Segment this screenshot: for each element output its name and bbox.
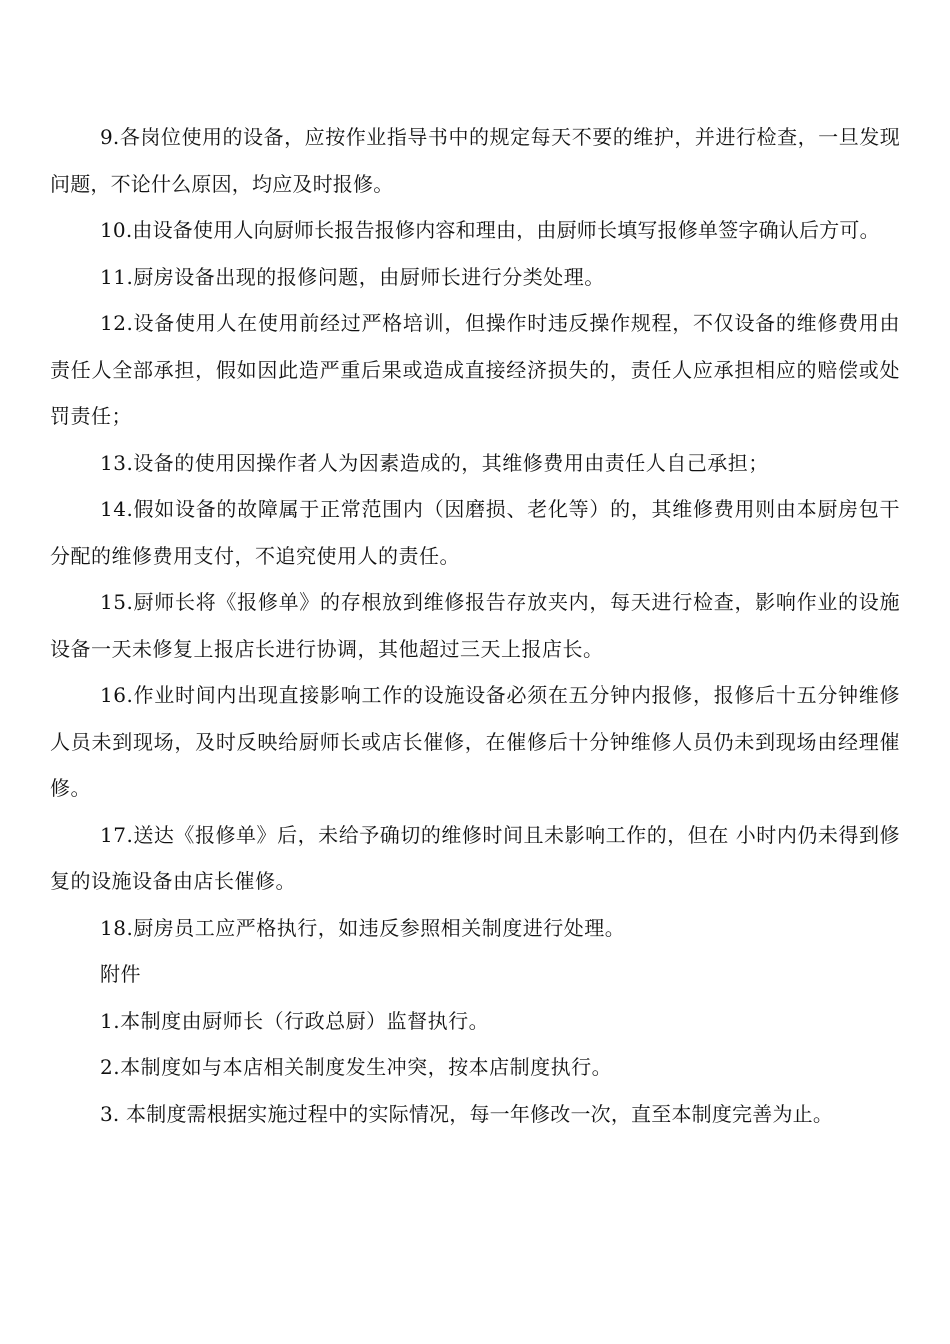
appendix-heading: 附件 [100,962,141,986]
paragraph-item-11: 11.厨房设备出现的报修问题，由厨师长进行分类处理。 [100,264,605,289]
appendix-item-2: 2.本制度如与本店相关制度发生冲突，按本店制度执行。 [100,1055,613,1079]
paragraph-item-13: 13.设备的使用因操作者人为因素造成的，其维修费用由责任人自己承担； [100,450,769,475]
paragraph-item-9: 9.各岗位使用的设备，应按作业指导书中的规定每天不要的维护，并进行检查，一旦发现问题，不论什么原因，均应及时报修。 [50,125,900,196]
appendix-item-3: 3. 本制度需根据实施过程中的实际情况，每一年修改一次，直至本制度完善为止。 [100,1101,834,1126]
paragraph-item-17: 17.送达《报修单》后，未给予确切的维修时间且未影响工作的，但在 小时内仍未得到修复的设施设备由店长催修。 [50,822,900,893]
paragraph-item-14: 14.假如设备的故障属于正常范围内（因磨损、老化等）的，其维修费用则由本厨房包干分配的维修费用支付，不追究使用人的责任。 [50,497,900,568]
paragraph-item-18: 18.厨房员工应严格执行，如违反参照相关制度进行处理。 [100,915,626,940]
paragraph-item-12: 12.设备使用人在使用前经过严格培训，但操作时违反操作规程，不仅设备的维修费用由责任人全部承担，假如因此造严重后果或造成直接经济损失的，责任人应承担相应的赔偿或处罚责任； [50,311,900,428]
paragraph-item-10: 10.由设备使用人向厨师长报告报修内容和理由，由厨师长填写报修单签字确认后方可。 [100,218,880,242]
appendix-item-1: 1.本制度由厨师长（行政总厨）监督执行。 [100,1008,490,1033]
paragraph-item-15: 15.厨师长将《报修单》的存根放到维修报告存放夹内，每天进行检查，影响作业的设施设备一天未修复上报店长进行协调，其他超过三天上报店长。 [50,590,900,661]
paragraph-item-16: 16.作业时间内出现直接影响工作的设施设备必须在五分钟内报修，报修后十五分钟维修人员未到现场，及时反映给厨师长或店长催修，在催修后十分钟维修人员仍未到现场由经理催修。 [50,683,900,800]
document-body [50,114,900,1137]
